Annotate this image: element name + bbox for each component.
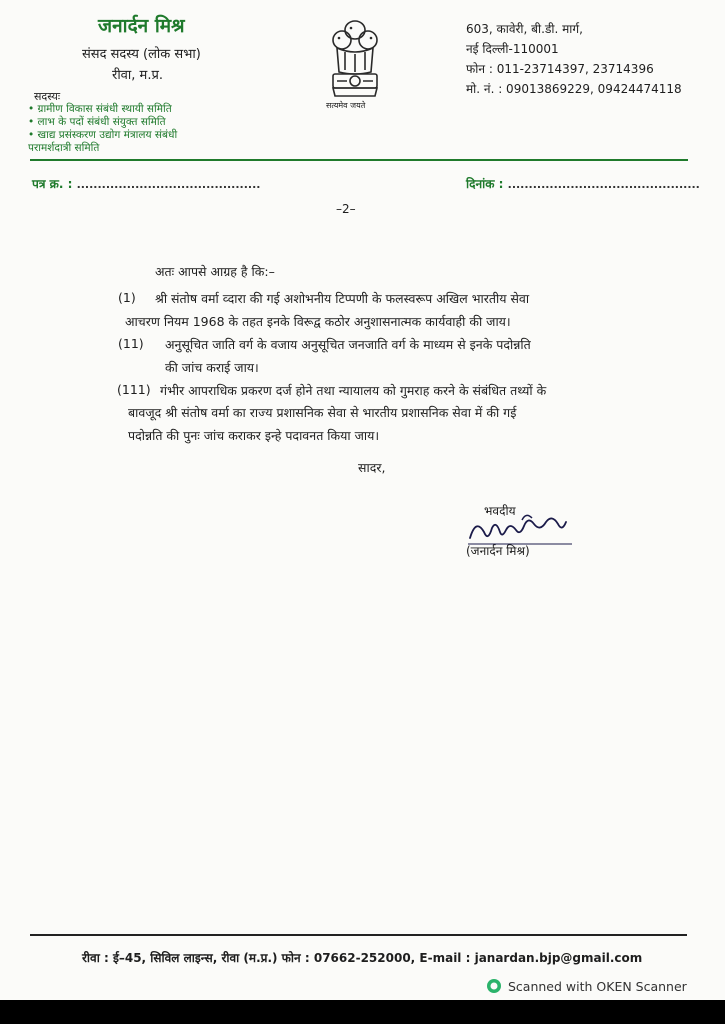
date-field — [466, 175, 700, 192]
date-label: दिनांक : — [466, 177, 504, 191]
sender-location: रीवा, म.प्र. — [112, 68, 163, 83]
committee-item-continuation: परामर्शदात्री समिति — [28, 142, 100, 154]
scanner-text: Scanned with OKEN Scanner — [508, 978, 687, 994]
reference-field — [32, 175, 260, 192]
scanner-logo-icon — [486, 978, 502, 994]
item-line: की जांच कराई जाय। — [165, 360, 259, 375]
footer-contact: रीवा : ई–45, सिविल लाइन्स, रीवा (म.प्र.) फोन : 07662-252000, E-mail : janardan.bjp@gmail.com — [82, 951, 643, 965]
page-number: –2– — [336, 202, 356, 216]
item-line: पदोन्नति की पुनः जांच कराकर इन्हे पदावनत किया जाय। — [128, 428, 380, 443]
item-line: बावजूद श्री संतोष वर्मा का राज्य प्रशासनिक सेवा से भारतीय प्रशासनिक सेवा में की गई — [128, 405, 517, 420]
national-emblem-icon — [325, 16, 385, 106]
item-number: (11) — [118, 336, 144, 351]
reference-label: पत्र क्र. : — [32, 177, 73, 191]
item-number: (1) — [118, 290, 136, 305]
address-line: नई दिल्ली-110001 — [466, 42, 559, 56]
request-intro: अतः आपसे आग्रह है कि:– — [155, 264, 275, 279]
committee-item: • खाद्य प्रसंस्करण उद्योग मंत्रालय संबंधी — [28, 129, 177, 142]
scanner-watermark — [486, 978, 687, 994]
sender-designation: संसद सदस्य (लोक सभा) — [82, 47, 201, 62]
footer-divider — [30, 934, 687, 936]
committee-item: • ग्रामीण विकास संबंधी स्थायी समिति — [28, 103, 177, 116]
item-line: गंभीर आपराधिक प्रकरण दर्ज होने तथा न्यायालय को गुमराह करने के संबंधित तथ्यों के — [160, 383, 547, 398]
sender-address — [466, 19, 682, 99]
header-divider — [30, 159, 688, 161]
committee-list — [28, 103, 177, 155]
item-line: श्री संतोष वर्मा व्दारा की गई अशोभनीय टिप्पणी के फलस्वरूप अखिल भारतीय सेवा — [155, 291, 530, 306]
emblem-motto: सत्यमेव जयते — [326, 101, 366, 110]
phone-line: फोन : 011-23714397, 23714396 — [466, 62, 654, 76]
mobile-line: मो. नं. : 09013869229, 09424474118 — [466, 82, 682, 96]
item-line: अनुसूचित जाति वर्ग के वजाय अनुसूचित जनजाति वर्ग के माध्यम से इनके पदोन्नति — [165, 337, 531, 352]
item-line: आचरण नियम 1968 के तहत इनके विरूद्व कठोर अनुशासनात्मक कार्यवाही की जाय। — [125, 314, 511, 329]
signer-name: (जनार्दन मिश्र) — [466, 544, 530, 558]
closing: भवदीय — [484, 504, 516, 518]
salutation: सादर, — [358, 460, 386, 475]
item-number: (111) — [117, 382, 151, 397]
sender-name: जनार्दन मिश्र — [98, 15, 185, 37]
date-dots: .............................................. — [507, 178, 700, 191]
reference-dots: ............................................ — [76, 178, 261, 191]
address-line: 603, कावेरी, बी.डी. मार्ग, — [466, 22, 583, 36]
members-label: सदस्यः — [34, 90, 61, 103]
committee-item: • लाभ के पदों संबंधी संयुक्त समिति — [28, 116, 177, 129]
